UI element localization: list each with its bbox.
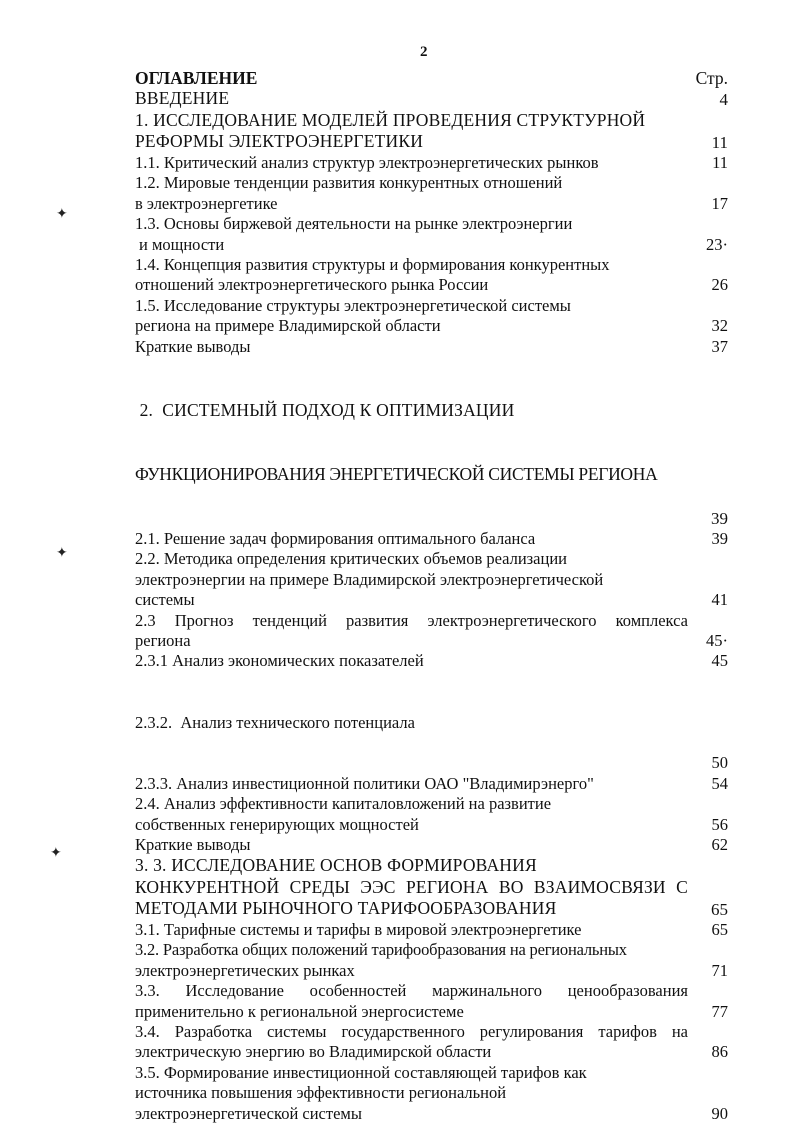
toc-entry-3-1[interactable] [135, 920, 731, 940]
toc-entry-title: Краткие выводы [135, 336, 251, 356]
toc-entry-page: 39 [711, 528, 728, 548]
toc-entry-title: 1.3. Основы биржевой деятельности на рынке электроэнергии и мощности [135, 214, 573, 254]
toc-entry-page: 32 [711, 316, 728, 336]
toc-entry-page: 45· [706, 631, 728, 650]
page-number: 2 [420, 44, 428, 60]
toc-entry-page: 62 [711, 835, 728, 855]
toc-entry-intro[interactable] [135, 88, 731, 110]
toc-entry-title: 2.1. Решение задач формирования оптимального баланса [135, 528, 536, 548]
toc-entry-1-5[interactable] [135, 296, 731, 337]
toc-entry-2-2[interactable] [135, 549, 731, 610]
toc-entry-title: 3. 3. ИССЛЕДОВАНИЕ ОСНОВ ФОРМИРОВАНИЯ КОНКУРЕНТНОЙ СРЕДЫ ЭЭС РЕГИОНА ВО ВЗАИМОСВЯЗИ С МЕТОДАМИ РЫНОЧНОГО ТАРИФООБРАЗОВАНИЯ [135, 855, 688, 919]
scan-mark: ✦ [56, 546, 68, 561]
toc-entry-page: 4 [719, 89, 728, 109]
toc-entry-page: 45 [711, 651, 728, 671]
page-column-label: Стр. [695, 68, 728, 88]
toc-entry-page: 71 [711, 960, 728, 980]
toc-entry-title: 2.2. Методика определения критических объемов реализации электроэнергии на примере Владимирской электроэнергетической системы [135, 549, 604, 610]
toc-entry-title: 3.4. Разработка системы государственного регулирования тарифов на электрическую энергию во Владимирской области [135, 1022, 688, 1062]
toc-entry-page: 23· [706, 234, 728, 254]
toc-entry-title: ВВЕДЕНИЕ [135, 88, 230, 109]
toc-entry-title: 1.4. Концепция развития структуры и формирования конкурентных отношений электроэнергетического рынка России [135, 254, 610, 295]
toc-entry-page: 26 [711, 275, 728, 295]
toc-entry-2-3-2[interactable] [135, 672, 731, 774]
toc-entry-2-1[interactable] [135, 529, 731, 549]
toc-heading: ОГЛАВЛЕНИЕ [135, 68, 258, 88]
toc-entry-page: 90 [711, 1103, 728, 1123]
scan-mark: ✦ [50, 846, 62, 861]
toc-entry-page: 86 [711, 1042, 728, 1062]
toc-entry-chapter-2[interactable] [135, 357, 731, 529]
toc-entry-page: 77 [711, 1001, 728, 1021]
toc-entry-title: 1.5. Исследование структуры электроэнергетической системы региона на примере Владимирской области [135, 295, 571, 336]
toc-entry-2-4[interactable] [135, 794, 731, 835]
toc-entry-title: 3.5. Формирование инвестиционной составляющей тарифов как источника повышения эффективности региональной электроэнергетической системы [135, 1062, 587, 1123]
toc-entry-title: 2.3.3. Анализ инвестиционной политики ОАО "Владимирэнерго" [135, 773, 594, 793]
toc-entry-2-3-1[interactable] [135, 651, 731, 671]
toc-entry-2-3-3[interactable] [135, 774, 731, 794]
toc-entry-title: 2.4. Анализ эффективности капиталовложений на развитие собственных генерирующих мощностей [135, 794, 552, 834]
toc-entry-2-3[interactable] [135, 611, 731, 652]
toc-entry-3-3[interactable] [135, 981, 731, 1022]
toc-entry-3-5[interactable] [135, 1063, 731, 1124]
toc-entry-page: 50 [711, 753, 728, 773]
table-of-contents [135, 68, 731, 1124]
toc-entry-page: 54 [711, 773, 728, 793]
toc-entry-page: 65 [711, 919, 728, 939]
toc-entry-title: Краткие выводы [135, 835, 251, 855]
toc-entry-title: 3.3. Исследование особенностей маржинального ценообразования применительно к региональной энергосистеме [135, 981, 688, 1021]
toc-entry-title: 2.3 Прогноз тенденций развития электроэнергетического комплекса региона [135, 610, 688, 650]
toc-header [135, 68, 731, 88]
toc-entry-1-4[interactable] [135, 255, 731, 296]
toc-entry-page: 39 [711, 508, 728, 528]
toc-entry-page: 37 [711, 336, 728, 356]
toc-entry-summary-2[interactable] [135, 835, 731, 855]
toc-entry-page: 17 [711, 193, 728, 213]
scan-mark: ✦ [56, 207, 68, 222]
toc-entry-3-4[interactable] [135, 1022, 731, 1063]
toc-entry-summary-1[interactable] [135, 337, 731, 357]
toc-entry-chapter-1[interactable] [135, 110, 731, 153]
toc-entry-chapter-3[interactable] [135, 855, 731, 920]
toc-entry-title: 1.1. Критический анализ структур электроэнергетических рынков [135, 152, 599, 172]
toc-entry-title: 2.3.1 Анализ экономических показателей [135, 651, 424, 671]
toc-entry-page: 56 [711, 814, 728, 834]
toc-entry-title: 3.1. Тарифные системы и тарифы в мировой электроэнергетике [135, 919, 582, 939]
toc-entry-1-2[interactable] [135, 173, 731, 214]
toc-entry-title: 3.2. Разработка общих положений тарифообразования на региональных электроэнергетических рынках [135, 940, 627, 980]
toc-entry-3-2[interactable] [135, 940, 731, 981]
toc-entry-page: 65 [711, 899, 728, 919]
toc-entry-page: 11 [711, 132, 728, 152]
toc-entry-title: 1.2. Мировые тенденции развития конкурентных отношений в электроэнергетике [135, 173, 563, 213]
toc-entry-title: 1. ИССЛЕДОВАНИЕ МОДЕЛЕЙ ПРОВЕДЕНИЯ СТРУКТУРНОЙ РЕФОРМЫ ЭЛЕКТРОЭНЕРГЕТИКИ [135, 109, 646, 152]
toc-entry-title: 2.3.2. Анализ технического потенциала [135, 712, 415, 732]
toc-entry-title: 2. СИСТЕМНЫЙ ПОДХОД К ОПТИМИЗАЦИИ ФУНКЦИОНИРОВАНИЯ ЭНЕРГЕТИЧЕСКОЙ СИСТЕМЫ РЕГИОНА [135, 399, 658, 485]
toc-entry-1-3[interactable] [135, 214, 731, 255]
toc-entry-page: 41 [711, 590, 728, 610]
toc-entry-1-1[interactable] [135, 153, 731, 173]
toc-entry-page: 11 [712, 152, 728, 172]
